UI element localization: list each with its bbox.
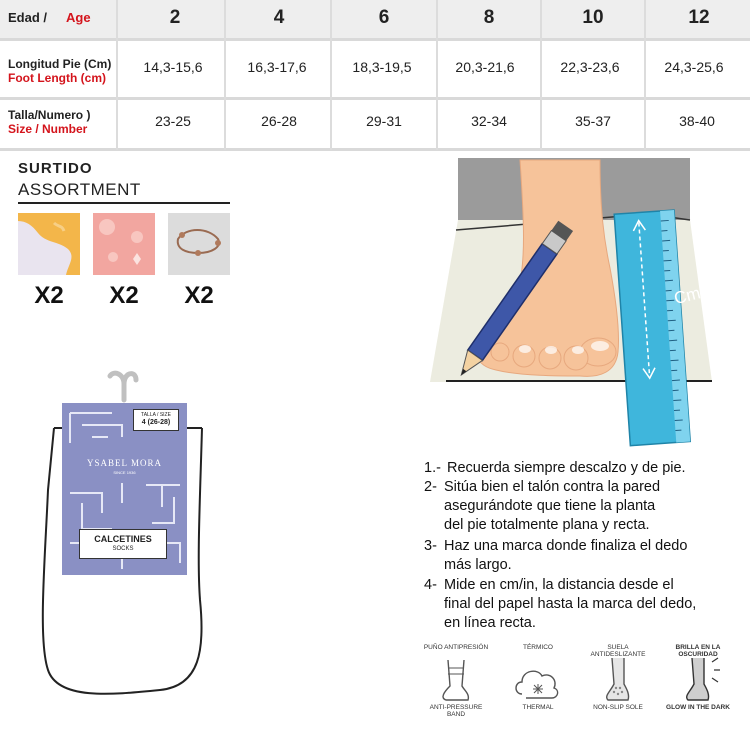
brand-name: YSABEL MORA <box>87 458 162 468</box>
glow-in-the-dark-icon <box>662 640 734 720</box>
age-cell: 8 <box>483 7 495 28</box>
step-line: Mide en cm/in, la distancia desde el <box>444 577 674 593</box>
step-line: Sitúa bien el talón contra la pared <box>444 479 661 495</box>
size-cell: 38-40 <box>679 113 715 129</box>
age-label-en: Age <box>66 10 91 25</box>
step-line: final del papel hasta la marca del dedo, <box>444 596 697 612</box>
step-number: 1.- <box>424 460 441 476</box>
size-cell: 32-34 <box>471 113 507 129</box>
quantity-label: X2 <box>34 282 64 309</box>
age-cell: 4 <box>273 7 285 28</box>
size-cell: 23-25 <box>155 113 191 129</box>
step-number: 2- <box>424 479 437 495</box>
foot-length-cell: 16,3-17,6 <box>247 59 307 75</box>
feature-label-es: TÉRMICO <box>523 644 553 651</box>
age-cell: 10 <box>582 7 604 28</box>
age-cell: 6 <box>378 7 390 28</box>
feature-label-en: GLOW IN THE DARK <box>666 704 730 711</box>
size-cell: 26-28 <box>261 113 297 129</box>
foot-length-label-en: Foot Length (cm) <box>8 71 106 85</box>
age-cell: 12 <box>688 7 710 28</box>
age-cell: 2 <box>169 7 181 28</box>
size-label-en: Size / Number <box>8 122 88 136</box>
step-line: en línea recta. <box>444 615 536 631</box>
foot-length-cell: 22,3-23,6 <box>560 59 620 75</box>
quantity-label: X2 <box>109 282 139 309</box>
product-name-en: SOCKS <box>112 546 134 552</box>
step-line: más largo. <box>444 557 512 573</box>
feature-label-en: ANTI-PRESSURE BAND <box>429 704 483 718</box>
quantity-label: X2 <box>184 282 214 309</box>
age-label-es: Edad / <box>8 10 48 25</box>
step-line: Haz una marca donde finaliza el dedo <box>444 538 688 554</box>
non-slip-sole-icon <box>582 640 654 720</box>
size-tag-value: 4 (26-28) <box>141 419 171 426</box>
step-number: 4- <box>424 577 437 593</box>
size-label-es: Talla/Numero ) <box>8 108 91 122</box>
step-number: 3- <box>424 538 437 554</box>
size-tag-label: TALLA / SIZE <box>141 412 171 418</box>
feature-label-es: BRILLA EN LA OSCURIDAD <box>675 644 721 658</box>
step-line: del pie totalmente plana y recta. <box>444 517 650 533</box>
foot-length-cell: 18,3-19,5 <box>352 59 412 75</box>
feature-label-en: THERMAL <box>522 704 554 711</box>
assortment-title-es: SURTIDO <box>18 160 93 177</box>
step-line: Recuerda siempre descalzo y de pie. <box>447 460 686 476</box>
foot-length-label-es: Longitud Pie (Cm) <box>8 57 112 71</box>
ruler-label: Cm <box>672 283 703 309</box>
foot-length-cell: 20,3-21,6 <box>455 59 515 75</box>
anti-pressure-band-icon <box>420 640 492 720</box>
feature-label-es: PUÑO ANTIPRESIÓN <box>423 644 489 651</box>
assortment-title-en: ASSORTMENT <box>18 180 141 199</box>
size-cell: 35-37 <box>575 113 611 129</box>
step-line: asegurándote que tiene la planta <box>444 498 656 514</box>
product-name-es: CALCETINES <box>94 534 152 544</box>
brand-subtitle: SINCE 1936 <box>113 470 136 475</box>
foot-length-cell: 14,3-15,6 <box>143 59 203 75</box>
feature-label-en: NON-SLIP SOLE <box>593 704 643 711</box>
feature-label-es: SUELA ANTIDESLIZANTE <box>590 644 646 658</box>
thermal-icon <box>502 640 574 720</box>
product-label-box <box>79 529 167 559</box>
size-cell: 29-31 <box>366 113 402 129</box>
foot-length-cell: 24,3-25,6 <box>664 59 724 75</box>
